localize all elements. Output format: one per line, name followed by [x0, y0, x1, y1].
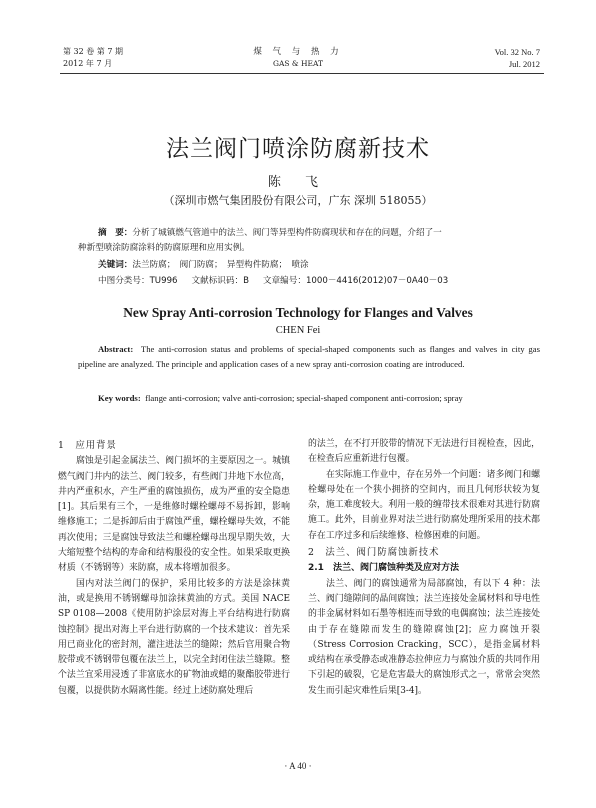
header-rule [60, 73, 544, 74]
affiliation-cn: （深圳市燃气集团股份有限公司，广东 深圳 518055） [163, 194, 433, 207]
journal-volume-info-en [495, 46, 540, 70]
keywords-cn-label: 关键词： [98, 260, 133, 270]
volume-issue: 第 32 卷 第 7 期 [63, 47, 123, 56]
section-2-heading: 2 法兰、阀门防腐蚀新技术 [308, 547, 440, 559]
publication-date-en: Jul. 2012 [508, 59, 540, 69]
journal-title-cn: 煤 气 与 热 力 [253, 47, 343, 57]
keywords-en-label: Key words: [98, 393, 141, 403]
abstract-cn-line2: 种新型喷涂防腐涂料的防腐原理和应用实例。 [78, 243, 250, 253]
author-en: CHEN Fei [275, 325, 321, 336]
document-code: 文献标识码：B [191, 276, 249, 286]
section-2-1-heading: 2.1 法兰、阀门腐蚀种类及应对方法 [308, 563, 459, 574]
keywords-cn-text: 法兰防腐； 阀门防腐； 异型构件防腐； 喷涂 [132, 260, 309, 270]
classification-cn [98, 274, 448, 289]
page-number: · A 40 · [284, 761, 312, 771]
abstract-cn-line1: 分析了城镇燃气管道中的法兰、阀门等异型构件防腐现状和存在的问题，介绍了一 [132, 228, 442, 238]
journal-title-en: GAS & HEAT [272, 59, 323, 68]
section-1-paragraph-4: 在实际施工作业中，存在另外一个问题：诸多阀门和螺栓螺母处在一个狭小拥挤的空间内，而且几何形状较为复杂，施工难度较大。利用一般的缠带技术很难对其进行防腐施工。此外，目前业界对法兰进行防腐处理所采用的技术都存在工序过多和后续维修、检修困难的问题。 [308, 469, 540, 541]
body-column-left [58, 437, 290, 699]
abstract-en-label: Abstract: [98, 344, 134, 354]
section-1-heading: 1 应用背景 [58, 440, 117, 451]
keywords-en [78, 391, 540, 406]
section-1-paragraph-2: 国内对法兰阀门的保护，采用比较多的方法是涂抹黄油，或是换用不锈钢螺母加涂抹黄油的方式。美国 NACE SP 0108—2008《使用防护涂层对海上平台结构进行防腐蚀控制》提出对海上平台进行防腐的一个技术建议：首先采用已商业化的密封剂，灌注进法兰的缝隙；然后官用聚合物胶带或不锈钢带包覆在法兰上，以完全封闭住法兰缝隙。整个法兰宜采用浸透了非富底水的矿物油或蜡的聚酯胶带进行包覆，以提供防水隔离性能。经过上述防腐处理后 [58, 578, 290, 696]
section-2-1-paragraph-1: 法兰、阀门的腐蚀通常为局部腐蚀，有以下 4 种：法兰、阀门缝隙间的晶间腐蚀；法兰连接处金属材料和导电性的非金属材料如石墨等相连而导致的电偶腐蚀；法兰连接处由于存在缝隙而发生的缝隙腐蚀[2]；应力腐蚀开裂（Stress Corrosion Cracking，SCC），是指金属材料或结构在承受静态或准静态拉伸应力与腐蚀介质的共同作用下引起的破裂，它是危害最大的腐蚀形式之一，常常会突然发生而引起灾难性后果[3-4]。 [308, 578, 540, 696]
publication-date: 2012 年 7 月 [63, 59, 113, 68]
abstract-cn-label: 摘 要： [98, 228, 133, 238]
body-column-right [308, 437, 540, 699]
clc-number: 中图分类号：TU996 [98, 276, 178, 286]
paper-title-cn: 法兰阀门喷涂防腐新技术 [166, 136, 430, 162]
abstract-en [78, 342, 540, 372]
keywords-en-text: flange anti-corrosion; valve anti-corrosion; special-shaped component anti-corrosion; spray [145, 393, 463, 403]
abstract-cn [78, 226, 538, 256]
section-1-paragraph-1: 腐蚀是引起金属法兰、阀门损坏的主要原因之一。城镇燃气阀门井内的法兰、阀门较多，有些阀门井地下水位高，井内严重积水，产生严重的腐蚀损伤，成为严重的安全隐患[1]。其后果有三个，一是维修时螺栓螺母不易拆卸，影响维修施工；二是拆卸后由于腐蚀严重，螺栓螺母失效，不能再次使用；三是腐蚀导致法兰和螺栓螺母出现早期失效，大大缩短整个结构的寿命和结构服役的安全性。如果采取更换材质（不锈钢等）来防腐，成本将增加很多。 [58, 456, 290, 574]
abstract-en-text: The anti-corrosion status and problems of special-shaped components such as flanges and valves in city gas pipeline are analyzed. The principle and application cases of a new spray anti-corrosion coating are introduced. [78, 344, 541, 369]
section-1-paragraph-3: 的法兰，在不打开胶带的情况下无法进行目视检查，因此，在检查后应重新进行包覆。 [308, 439, 540, 465]
author-cn: 陈 飞 [267, 175, 329, 190]
keywords-cn [98, 258, 309, 273]
article-number: 文章编号：1000－4416(2012)07－0A40－03 [262, 276, 449, 286]
volume-issue-en: Vol. 32 No. 7 [494, 47, 540, 57]
paper-title-en: New Spray Anti-corrosion Technology for Flanges and Valves [123, 305, 473, 320]
